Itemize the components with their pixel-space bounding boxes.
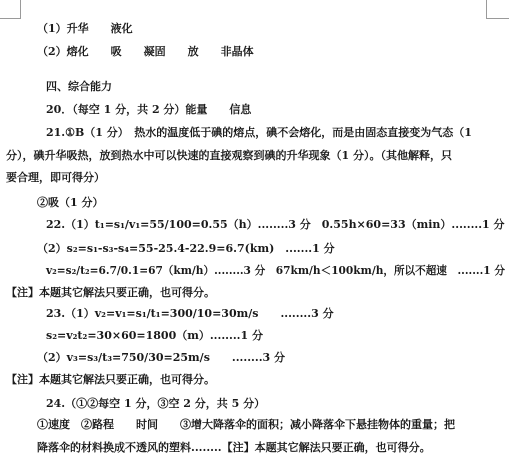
answer-line-22a: 22.（1）t₁=s₁/v₁=55/100=0.55（h）........3 分 0.55h×60=33（min）........1 分 (46, 218, 505, 231)
answer-line-24c: 降落伞的材料换成不透风的塑料........【注】本题其它解法只要正确，也可得分。 (37, 441, 431, 454)
answer-line-23c: （2）v₃=s₃/t₃=750/30=25m/s ........3 分 (37, 351, 286, 364)
answer-line-23a: 23.（1）v₂=v₁=s₁/t₁=300/10=30m/s ........3 分 (46, 307, 334, 320)
answer-line-22b: （2）s₂=s₁-s₃-s₄=55-25.4-22.9=6.7(km) .......1 分 (37, 242, 335, 255)
answer-line-24a: 24.（①②每空 1 分，③空 2 分，共 5 分） (46, 397, 266, 410)
answer-line-20: 20．（每空 1 分，共 2 分）能量 信息 (46, 103, 252, 116)
page-corner-mark-left (0, 0, 21, 19)
answer-line-24b: ①速度 ②路程 时间 ③增大降落伞的面积；减小降落伞下悬挂物体的重量；把 (37, 418, 455, 431)
answer-line-21a: 21.①B（1 分） 热水的温度低于碘的熔点，碘不会熔化，而是由固态直接变为气态（1 (46, 126, 472, 139)
answer-line-22c: v₂=s₂/t₂=6.7/0.1=67（km/h）........3 分 67km/h＜100km/h，所以不超速 .......1 分 (46, 264, 505, 277)
note-line-22: 【注】本题其它解法只要正确，也可得分。 (6, 286, 215, 299)
answer-line-21d: ②吸（1 分） (37, 196, 104, 209)
section-heading: 四、综合能力 (46, 80, 112, 93)
answer-line-2: （2）熔化 吸 凝固 放 非晶体 (37, 45, 254, 58)
page-corner-mark-right (486, 0, 509, 19)
answer-line-23b: s₂=v₂t₂=30×60=1800（m）........1 分 (46, 329, 263, 342)
answer-line-21b: 分），碘升华吸热，放到热水中可以快速的直接观察到碘的升华现象（1 分）。（其他解释，只 (6, 149, 452, 162)
answer-line-1: （1）升华 液化 (37, 22, 133, 35)
note-line-23: 【注】本题其它解法只要正确，也可得分。 (6, 373, 215, 386)
answer-line-21c: 要合理，即可得分） (6, 171, 105, 184)
